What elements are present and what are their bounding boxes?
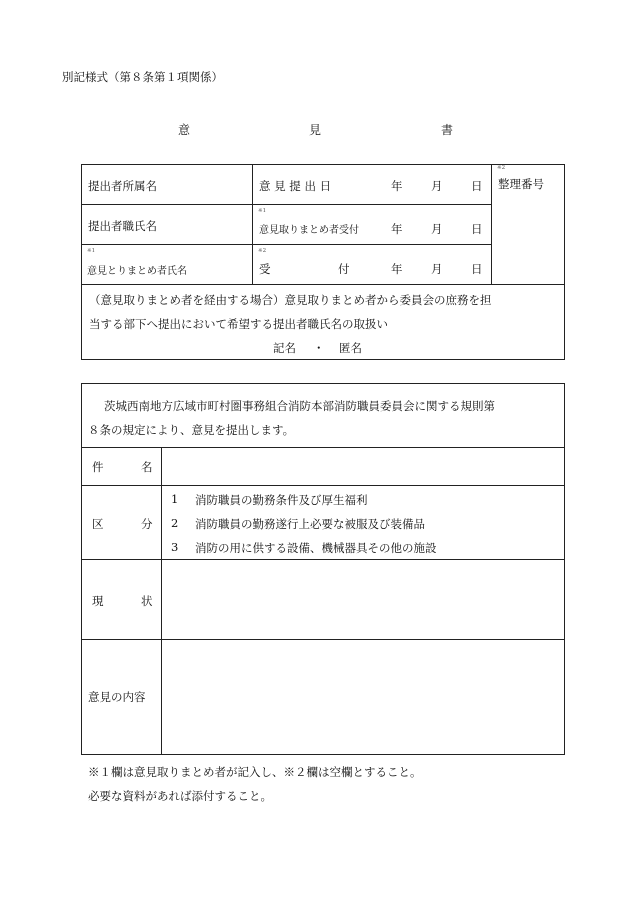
row3-right-mark: ※2	[258, 248, 267, 254]
category-item-3-text: 消防の用に供する設備、機械器具その他の施設	[195, 541, 437, 555]
choice-separator: ・	[313, 341, 325, 355]
submitter-affiliation-label: 提出者所属名	[88, 179, 157, 193]
submission-month-label: 月	[431, 179, 443, 193]
category-item-2-num: 2	[171, 516, 179, 530]
receipt-label-b: 付	[338, 262, 350, 276]
form-label: 別記様式（第８条第１項関係）	[62, 70, 223, 84]
note-line2: 必要な資料があれば添付すること。	[88, 789, 272, 803]
choice-named: 記名	[273, 341, 296, 355]
category-item-3-num: 3	[171, 540, 179, 554]
submission-date-label: 意 見 提 出 日	[259, 179, 332, 193]
coordinator-received-label: 意見取りまとめ者受付	[259, 225, 359, 236]
receipt-label-a: 受	[259, 262, 271, 276]
received-day-label: 日	[471, 222, 483, 236]
category-item-1-text: 消防職員の勤務条件及び厚生福利	[195, 493, 368, 507]
category-label-1: 区	[92, 517, 104, 531]
opinion-content-label: 意見の内容	[88, 690, 146, 704]
handling-note-line1: （意見取りまとめ者を経由する場合）意見取りまとめ者から委員会の庶務を担	[89, 293, 492, 307]
intro-line1: 茨城西南地方広域市町村圏事務組合消防本部消防職員委員会に関する規則第	[104, 399, 495, 413]
note-line1: ※１欄は意見取りまとめ者が記入し、※２欄は空欄とすること。	[88, 765, 422, 779]
coordinator-name-label: 意見とりまとめ者氏名	[87, 266, 187, 277]
received-month-label: 月	[431, 222, 443, 236]
received-year-label: 年	[391, 222, 403, 236]
receipt-year-label: 年	[391, 262, 403, 276]
row3-left-mark: ※1	[87, 248, 96, 254]
title-char-2: 見	[309, 123, 322, 137]
reg-number-mark: ※2	[497, 165, 506, 171]
row2-mark: ※1	[258, 208, 267, 214]
reg-number-label: 整理番号	[498, 177, 544, 191]
category-item-1-num: 1	[171, 492, 179, 506]
receipt-month-label: 月	[431, 262, 443, 276]
current-status-label-2: 状	[141, 594, 153, 608]
category-item-2-text: 消防職員の勤務遂行上必要な被服及び装備品	[195, 517, 425, 531]
intro-line2: ８条の規定により、意見を提出します。	[88, 423, 295, 437]
submission-day-label: 日	[471, 179, 483, 193]
submission-year-label: 年	[391, 179, 403, 193]
category-label-2: 分	[141, 517, 153, 531]
title-char-1: 意	[178, 123, 191, 137]
handling-note-line2: 当する部下へ提出において希望する提出者職氏名の取扱い	[89, 317, 388, 331]
receipt-day-label: 日	[471, 262, 483, 276]
current-status-label-1: 現	[92, 594, 104, 608]
submitter-name-label: 提出者職氏名	[88, 219, 157, 233]
choice-anonymous: 匿名	[339, 341, 362, 355]
title-char-3: 書	[441, 123, 454, 137]
subject-label-1: 件	[92, 460, 104, 474]
subject-label-2: 名	[141, 460, 153, 474]
